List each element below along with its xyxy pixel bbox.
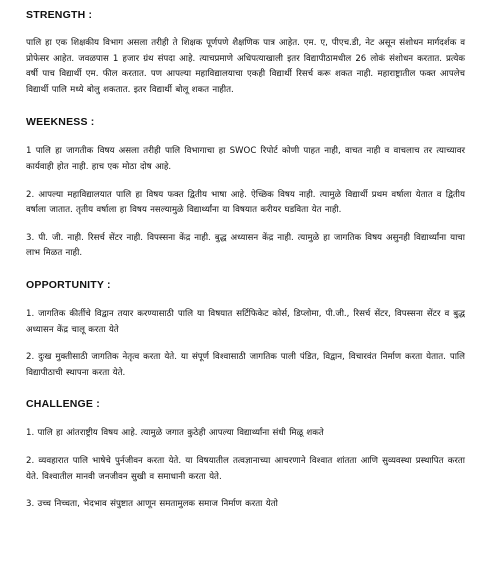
challenge-heading: CHALLENGE :	[26, 398, 100, 411]
weekness-item-2: 2. आपल्या महाविद्यालयात पालि हा विषय फक्त द्वितीय भाषा आहे. ऐच्छिक विषय नाही. त्यामुळे विद्यार्थी प्रथम वर्षाला येतात व द्वितीय वर्षाला जातात. तृतीय वर्षाला हा विषय नसल्यामुळे विद्यार्थ्यांना या विषयात करीयर घडविता येत नाही.	[26, 189, 465, 216]
opportunity-item-1: 1. जागतिक कीर्तीचे विद्वान तयार करण्यासाठी पालि या विषयात सर्टिफिकेट कोर्स, डिप्लोमा, पी.जी., रिसर्च सेंटर, विपस्सना सेंटर व बुद्ध अध्यासन केंद्र चालू करता येते	[26, 308, 465, 335]
challenge-item-1: 1. पालि हा आंतराष्ट्रीय विषय आहे. त्यामुळे जगात कुठेही आपल्या विद्यार्थ्यांना संधी मिळू शकते	[26, 428, 324, 439]
weekness-item-3: 3. पी. जी. नाही. रिसर्च सेंटर नाही. विपस्सना केंद्र नाही. बुद्ध अध्यासन केंद्र नाही. त्यामुळे हा जागतिक विषय असुनही विद्यार्थ्यांना याचा लाभ मिळत नाही.	[26, 232, 465, 259]
challenge-item-2: 2. व्यवहारात पालि भाषेचे पुर्नजीवन करता येते. या विषयातील तत्वज्ञानाच्या आचरणाने विश्वात शांतता आणि सुव्यवस्था प्रस्थापित करता येते. विश्वातील मानवी जनजीवन सुखी व समाधानी करता येते.	[26, 455, 465, 482]
opportunity-heading: OPPORTUNITY :	[26, 278, 111, 291]
strength-paragraph: पालि हा एक शिक्षकीय विभाग असला तरीही ते शिक्षक पूर्णपणे शैक्षणिक पात्र आहेत. एम. ए, पीएच.डी, नेट असून संशोधन मार्गदर्शक व प्रोफेसर आहेत. जवळपास 1 हजार ग्रंथ संपदा आहे. त्याचप्रमाणे अधिपत्याखाली इतर विद्यापीठामधील 26 लोकं संशोधन करतात. प्रत्येक वर्षी पाच विद्यार्थी एम. फील करतात. पण आपल्या महाविद्यालयाचा एकही विद्यार्थी रिसर्च करू शकत नाही. महाराष्ट्रातील फक्त आपलेच विद्यार्थी पालि मध्ये बोलु शकतात. इतर विद्यार्थी बोलू शकत नाहीत.	[26, 38, 465, 95]
weekness-heading: WEEKNESS :	[26, 116, 95, 129]
weekness-item-1: 1 पालि हा जागतीक विषय असला तरीही पालि विभागाचा हा SWOC रिपोर्ट कोणी पाहत नाही, वाचत नाही व वाचलाच तर त्याच्यावर कार्यवाही होत नाही. हाच एक मोठा दोष आहे.	[26, 146, 465, 172]
opportunity-item-2: 2. दुःख मुक्तीसाठी जागतिक नेतृत्व करता येते. या संपूर्ण विश्वासाठी जागतिक पाली पंडित, विद्वान, विचारवंत निर्माण करता येतात. पालि विद्यापीठाची स्थापना करता येते.	[26, 352, 465, 378]
strength-heading: STRENGTH :	[26, 9, 93, 21]
challenge-item-3: 3. उच्च निच्चता, भेदभाव संपुष्टात आणून समतामुलक समाज निर्माण करता येतो	[26, 499, 278, 510]
